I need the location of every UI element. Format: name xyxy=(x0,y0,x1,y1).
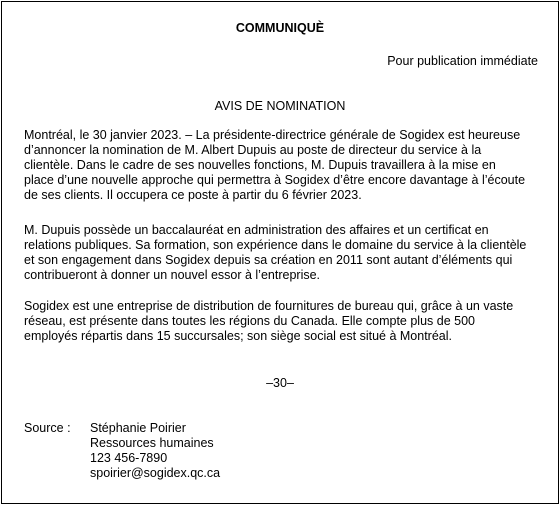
paragraph-company: Sogidex est une entreprise de distribution de fournitures de bureau qui, grâce à un vaste réseau, est présente dans toutes les régions du Canada. Elle compte plus de 500 employés répartis dans 15 succursales; son siège social est situé à Montréal. xyxy=(24,299,514,343)
publication-note: Pour publication immédiate xyxy=(387,54,538,68)
source-phone: 123 456-7890 xyxy=(90,451,168,465)
source-department: Ressources humaines xyxy=(90,436,214,450)
document-title: COMMUNIQUÈ xyxy=(235,21,325,35)
source-contact xyxy=(90,421,220,481)
announcement-heading: AVIS DE NOMINATION xyxy=(214,99,346,113)
source-email: spoirier@sogidex.qc.ca xyxy=(90,466,221,480)
source-label: Source : xyxy=(24,421,71,435)
press-release-page xyxy=(1,1,559,504)
source-name: Stéphanie Poirier xyxy=(90,421,186,435)
paragraph-background: M. Dupuis possède un baccalauréat en administration des affaires et un certificat en relations publiques. Sa formation, son expérience dans le domaine du service à la clientèle et son engagement dans Sogidex depuis sa création en 2011 sont autant d’éléments qui contribueront à donner un nouvel essor à l’entreprise. xyxy=(24,223,527,282)
source-block xyxy=(24,421,220,481)
end-mark: –30– xyxy=(266,376,294,390)
paragraph-announcement: Montréal, le 30 janvier 2023. – La présidente-directrice générale de Sogidex est heureuse d’annoncer la nomination de M. Albert Dupuis au poste de directeur du service à la clientèle. Dans le cadre de ses nouvelles fonctions, M. Dupuis travaillera à la mise en place d’une nouvelle approche qui permettra à Sogidex d’être encore davantage à l’écoute de ses clients. Il occupera ce poste à partir du 6 février 2023. xyxy=(24,128,526,202)
